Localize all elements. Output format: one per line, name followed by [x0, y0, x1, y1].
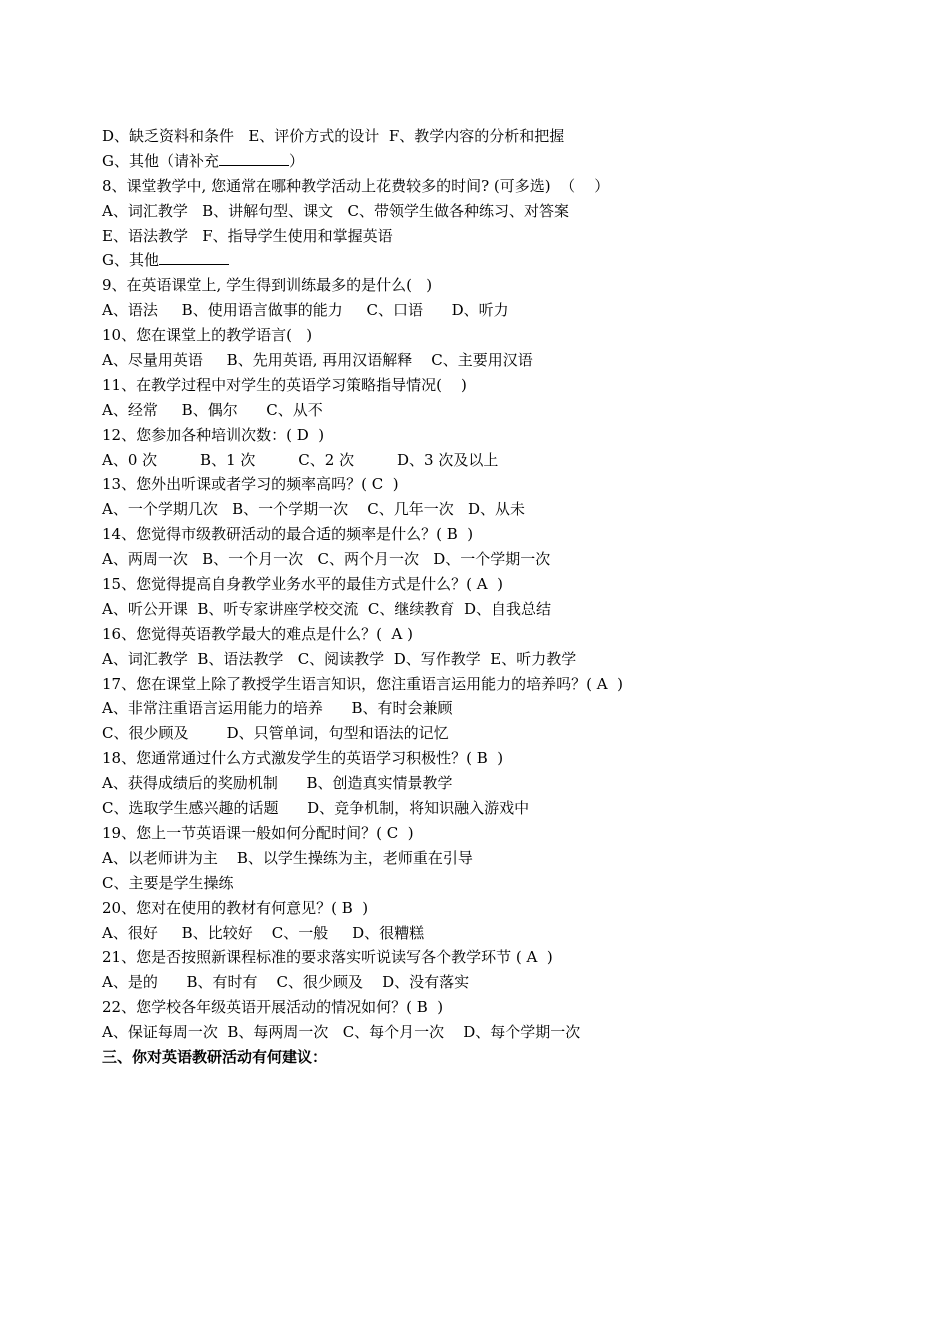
option-line: A、词汇教学 B、语法教学 C、阅读教学 D、写作教学 E、听力教学 — [102, 649, 577, 668]
option-line: C、主要是学生操练 — [102, 873, 234, 892]
option-line: A、以老师讲为主 B、以学生操练为主，老师重在引导 — [102, 848, 473, 867]
option-line: A、经常 B、偶尔 C、从不 — [102, 400, 323, 419]
question-line: 12、您参加各种培训次数：( D ) — [102, 425, 325, 444]
option-line: A、两周一次 B、一个月一次 C、两个月一次 D、一个学期一次 — [102, 550, 551, 569]
question-line: 19、您上一节英语课一般如何分配时间？( C ) — [102, 823, 414, 842]
question-line: 9、在英语课堂上, 学生得到训练最多的是什么( ) — [102, 276, 433, 295]
fill-in-blank — [219, 151, 289, 166]
section-heading: 三、你对英语教研活动有何建议： — [102, 1047, 328, 1066]
option-line: A、获得成绩后的奖励机制 B、创造真实情景教学 — [102, 774, 453, 793]
option-line: A、语法 B、使用语言做事的能力 C、口语 D、听力 — [102, 301, 509, 320]
option-line: A、非常注重语言运用能力的培养 B、有时会兼顾 — [102, 699, 453, 718]
option-line: A、保证每周一次 B、每两周一次 C、每个月一次 D、每个学期一次 — [102, 1023, 581, 1042]
question-line: 22、您学校各年级英语开展活动的情况如何？( B ) — [102, 998, 444, 1017]
question-line: 11、在教学过程中对学生的英语学习策略指导情况( ) — [102, 375, 467, 394]
option-line: E、语法教学 F、指导学生使用和掌握英语 — [102, 226, 393, 245]
question-line: 14、您觉得市级教研活动的最合适的频率是什么？( B ) — [102, 525, 474, 544]
option-line: C、选取学生感兴趣的话题 D、竞争机制，将知识融入游戏中 — [102, 799, 530, 818]
document-body — [102, 124, 862, 1070]
question-line: 21、您是否按照新课程标准的要求落实听说读写各个教学环节 ( A ) — [102, 948, 553, 967]
question-line: 17、您在课堂上除了教授学生语言知识，您注重语言运用能力的培养吗？( A ) — [102, 674, 623, 693]
question-line: 15、您觉得提高自身教学业务水平的最佳方式是什么？( A ) — [102, 575, 503, 594]
option-line: C、很少顾及 D、只管单词，句型和语法的记忆 — [102, 724, 449, 743]
question-line: 10、您在课堂上的教学语言( ) — [102, 326, 313, 345]
option-line: A、0 次 B、1 次 C、2 次 D、3 次及以上 — [102, 450, 499, 469]
option-line: G、其他 — [102, 248, 862, 273]
question-line: 20、您对在使用的教材有何意见？( B ) — [102, 898, 369, 917]
option-line: A、听公开课 B、听专家讲座学校交流 C、继续教育 D、自我总结 — [102, 599, 551, 618]
option-line: A、词汇教学 B、讲解句型、课文 C、带领学生做各种练习、对答案 — [102, 201, 569, 220]
text-line: D、缺乏资料和条件 E、评价方式的设计 F、教学内容的分析和把握 — [102, 127, 565, 145]
question-line: 13、您外出听课或者学习的频率高吗？( C ) — [102, 475, 399, 494]
question-line: 16、您觉得英语教学最大的难点是什么？( A ) — [102, 624, 413, 643]
question-line: 8、课堂教学中, 您通常在哪种教学活动上花费较多的时间? (可多选) （ ） — [102, 176, 610, 195]
fill-in-blank — [159, 250, 229, 265]
question-line: 18、您通常通过什么方式激发学生的英语学习积极性？( B ) — [102, 749, 504, 768]
text-line: G、其他（请补充 ） — [102, 151, 304, 170]
option-line: A、是的 B、有时有 C、很少顾及 D、没有落实 — [102, 973, 470, 992]
option-line: A、一个学期几次 B、一个学期一次 C、几年一次 D、从未 — [102, 500, 526, 519]
option-line: A、尽量用英语 B、先用英语, 再用汉语解释 C、主要用汉语 — [102, 351, 533, 370]
option-line: A、很好 B、比较好 C、一般 D、很糟糕 — [102, 923, 425, 942]
